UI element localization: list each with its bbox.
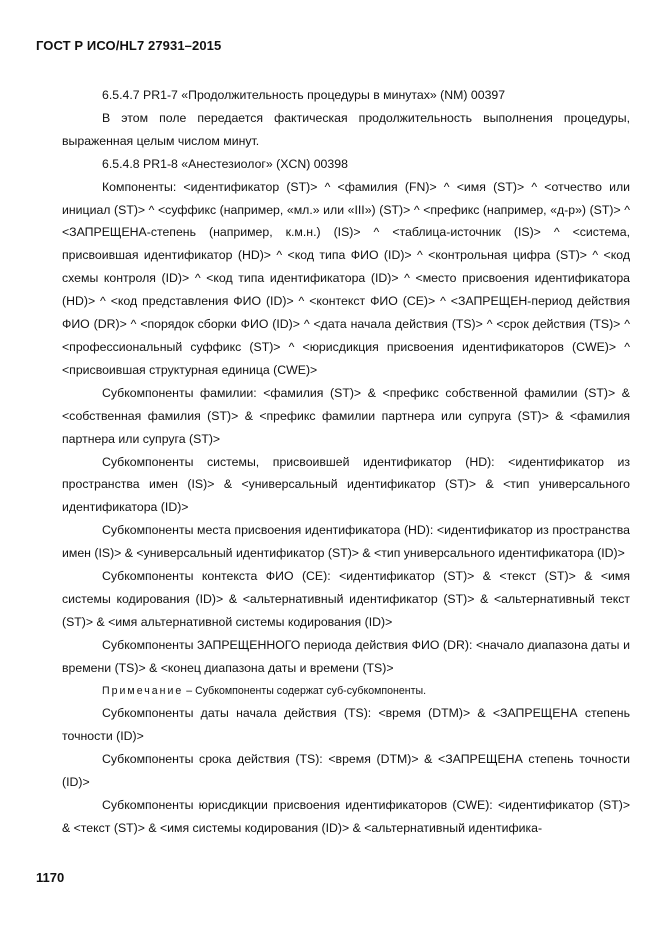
document-body xyxy=(62,84,630,840)
paragraph-assigning-system-subcomponents: Субкомпоненты системы, присвоившей идентификатор (HD): <идентификатор из пространства имен (IS)> & <универсальный идентификатор (ST)> & <тип универсального идентификатора (ID)> xyxy=(62,454,630,515)
paragraph-effective-date-subcomponents: Субкомпоненты даты начала действия (TS): <время (DTM)> & <ЗАПРЕЩЕНА степень точности (ID)> xyxy=(62,706,630,744)
page-number: 1170 xyxy=(36,870,65,885)
paragraph-assigning-facility-subcomponents: Субкомпоненты места присвоения идентификатора (HD): <идентификатор из пространства имен (IS)> & <универсальный идентификатор (ST)> & <тип универсального идентификатора (ID)> xyxy=(62,523,630,561)
section-heading-pr1-7: 6.5.4.7 PR1-7 «Продолжительность процедуры в минутах» (NM) 00397 xyxy=(102,88,506,102)
document-header: ГОСТ Р ИСО/HL7 27931–2015 xyxy=(36,38,222,53)
paragraph-name-context-subcomponents: Субкомпоненты контекста ФИО (CE): <идентификатор (ST)> & <текст (ST)> & <имя системы кодирования (ID)> & <альтернативный идентификатор (ST)> & <альтернативный текст (ST)> & <имя альтернативной системы кодирования (ID)> xyxy=(62,569,630,629)
section-heading-pr1-8: 6.5.4.8 PR1-8 «Анестезиолог» (XCN) 00398 xyxy=(102,156,348,171)
paragraph-jurisdiction-subcomponents: Субкомпоненты юрисдикции присвоения идентификаторов (CWE): <идентификатор (ST)> & <текст (ST)> & <имя системы кодирования (ID)> & <альтернативный идентифика- xyxy=(62,798,630,835)
note xyxy=(62,680,630,703)
paragraph-components: Компоненты: <идентификатор (ST)> ^ <фамилия (FN)> ^ <имя (ST)> ^ <отчество или инициал (ST)> ^ <суффикс (например, «мл.» или «III») (ST)> ^ <префикс (например, «д-р») (ST)> ^ <ЗАПРЕЩЕНА-степень (например, к.м.н.) (IS)> ^ <таблица-источник (IS)> ^ <система, присвоившая идентификатор (HD)> ^ <код типа ФИО (ID)> ^ <контрольная цифра (ST)> ^ <код схемы контроля (ID)> ^ <код типа идентификатора (ID)> ^ <место присвоения идентификатора (HD)> ^ <код представления ФИО (ID)> ^ <контекст ФИО (CE)> ^ <ЗАПРЕЩЕН-период действия ФИО (DR)> ^ <порядок сборки ФИО (ID)> ^ <дата начала действия (TS)> ^ <срок действия (TS)> ^ <профессиональный суффикс (ST)> ^ <юрисдикция присвоения идентификаторов (CWE)> ^ <присвоившая структурная единица (CWE)> xyxy=(62,179,630,377)
paragraph-name-validity-range-subcomponents: Субкомпоненты ЗАПРЕЩЕННОГО периода действия ФИО (DR): <начало диапазона даты и времени (TS)> & <конец диапазона даты и времени (TS)> xyxy=(62,637,630,675)
note-label: Примечание xyxy=(102,684,184,697)
paragraph-duration-description: В этом поле передается фактическая продолжительность выполнения процедуры, выраженная целым числом минут. xyxy=(62,110,630,148)
note-text: – Субкомпоненты содержат суб-субкомпоненты. xyxy=(183,684,427,697)
paragraph-expiration-date-subcomponents: Субкомпоненты срока действия (TS): <время (DTM)> & <ЗАПРЕЩЕНА степень точности (ID)> xyxy=(62,752,630,790)
paragraph-surname-subcomponents: Субкомпоненты фамилии: <фамилия (ST)> & <префикс собственной фамилии (ST)> & <собственная фамилия (ST)> & <префикс фамилии партнера или супруга (ST)> & <фамилия партнера или супруга (ST)> xyxy=(62,385,630,446)
